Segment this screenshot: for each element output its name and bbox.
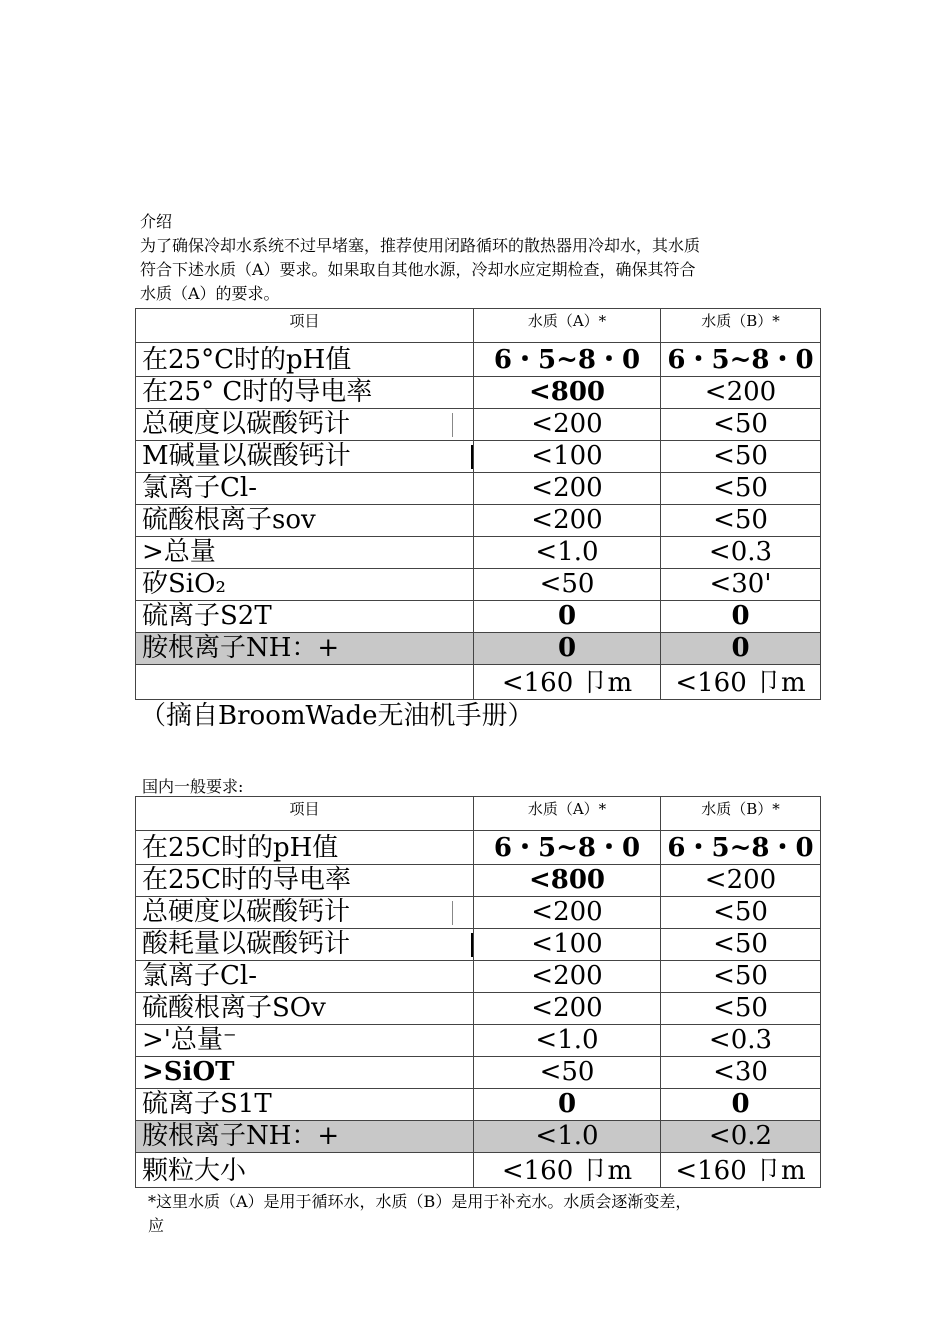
row-label xyxy=(136,409,474,441)
row-label: 硫离子S1T xyxy=(136,1089,474,1121)
header-quality-b: 水质（B）* xyxy=(661,797,821,831)
row-label: 氯离子Cl- xyxy=(136,961,474,993)
value-a: <100 xyxy=(474,441,661,473)
value-b: <160 卩m xyxy=(661,665,821,700)
value-a: <50 xyxy=(474,1057,661,1089)
value-b: <30 xyxy=(661,1057,821,1089)
table-header-row xyxy=(136,797,821,831)
value-a: <160 卩m xyxy=(474,665,661,700)
table-row xyxy=(136,665,821,700)
table-row xyxy=(136,633,821,665)
row-label: 在25° C时的导电率 xyxy=(136,377,474,409)
value-b: <50 xyxy=(661,409,821,441)
intro-section xyxy=(140,210,820,306)
value-a: 6・5~8・0 xyxy=(474,343,661,377)
value-a: <1.0 xyxy=(474,1121,661,1153)
value-a: <160 卩m xyxy=(474,1153,661,1188)
value-b: 0 xyxy=(661,633,821,665)
row-label xyxy=(136,665,474,700)
value-b: <50 xyxy=(661,961,821,993)
value-a: <200 xyxy=(474,505,661,537)
water-quality-table-1 xyxy=(135,308,821,700)
value-a: <200 xyxy=(474,897,661,929)
value-a: 0 xyxy=(474,1089,661,1121)
table-row xyxy=(136,537,821,569)
table-row xyxy=(136,1025,821,1057)
intro-line-1: 为了确保冷却水系统不过早堵塞，推荐使用闭路循环的散热器用冷却水，其水质 xyxy=(140,236,701,255)
source-note: （摘自BroomWade无油机手册） xyxy=(140,701,534,731)
value-b: <200 xyxy=(661,377,821,409)
table-row xyxy=(136,831,821,865)
row-label-text: 酸耗量以碳酸钙计 xyxy=(142,929,351,959)
value-a: 0 xyxy=(474,601,661,633)
intro-line-3: 水质（A）的要求。 xyxy=(140,284,280,303)
table-row xyxy=(136,377,821,409)
cell-divider-mark xyxy=(452,901,453,925)
table-row xyxy=(136,569,821,601)
table-row xyxy=(136,993,821,1025)
row-label-text: 总硬度以碳酸钙计 xyxy=(142,897,351,927)
value-b: <50 xyxy=(661,473,821,505)
table-row xyxy=(136,409,821,441)
row-label: >总量 xyxy=(136,537,474,569)
value-b: <50 xyxy=(661,993,821,1025)
table-row xyxy=(136,961,821,993)
value-b: <0.2 xyxy=(661,1121,821,1153)
row-label: 胺根离子NH：+ xyxy=(136,1121,474,1153)
row-label xyxy=(136,441,474,473)
value-a: <200 xyxy=(474,961,661,993)
row-label: 在25°C时的pH值 xyxy=(136,343,474,377)
row-label-text: M碱量以碳酸钙计 xyxy=(142,441,351,471)
value-a: 6・5~8・0 xyxy=(474,831,661,865)
row-label: 在25C时的pH值 xyxy=(136,831,474,865)
value-b: <50 xyxy=(661,505,821,537)
value-b: <160 卩m xyxy=(661,1153,821,1188)
row-label: 硫离子S2T xyxy=(136,601,474,633)
value-a: <800 xyxy=(474,865,661,897)
table-row xyxy=(136,865,821,897)
row-label-text: 总硬度以碳酸钙计 xyxy=(142,409,351,439)
row-label: 氯离子Cl- xyxy=(136,473,474,505)
table-row xyxy=(136,441,821,473)
footnote-line-2: 应 xyxy=(148,1216,165,1235)
table-row xyxy=(136,473,821,505)
header-item: 项目 xyxy=(136,309,474,343)
row-label: >SiOT xyxy=(136,1057,474,1089)
value-a: <1.0 xyxy=(474,1025,661,1057)
row-label: 硫酸根离子SOv xyxy=(136,993,474,1025)
row-label: 在25C时的导电率 xyxy=(136,865,474,897)
intro-heading: 介绍 xyxy=(140,212,173,231)
row-label: 颗粒大小 xyxy=(136,1153,474,1188)
intro-line-2: 符合下述水质（A）要求。如果取自其他水源，冷却水应定期检查，确保其符合 xyxy=(140,260,696,279)
value-a: <200 xyxy=(474,409,661,441)
value-a: <200 xyxy=(474,473,661,505)
header-quality-a: 水质（A）* xyxy=(474,797,661,831)
sub-heading: 国内一般要求: xyxy=(142,777,244,796)
value-a: <200 xyxy=(474,993,661,1025)
value-a: <800 xyxy=(474,377,661,409)
value-b: <0.3 xyxy=(661,537,821,569)
table-row xyxy=(136,929,821,961)
row-label: 胺根离子NH：+ xyxy=(136,633,474,665)
table-row xyxy=(136,1057,821,1089)
table-row xyxy=(136,343,821,377)
value-a: <50 xyxy=(474,569,661,601)
value-b: <50 xyxy=(661,897,821,929)
value-b: 0 xyxy=(661,601,821,633)
row-label xyxy=(136,929,474,961)
table-row xyxy=(136,505,821,537)
row-label: >'总量⁻ xyxy=(136,1025,474,1057)
value-b: <200 xyxy=(661,865,821,897)
table-row xyxy=(136,1121,821,1153)
value-b: 6・5~8・0 xyxy=(661,831,821,865)
table-row xyxy=(136,1089,821,1121)
value-b: <50 xyxy=(661,929,821,961)
table-header-row xyxy=(136,309,821,343)
value-b: 6・5~8・0 xyxy=(661,343,821,377)
value-a: <100 xyxy=(474,929,661,961)
footnote xyxy=(148,1190,808,1238)
table-row xyxy=(136,601,821,633)
value-b: <30' xyxy=(661,569,821,601)
value-a: <1.0 xyxy=(474,537,661,569)
value-a: 0 xyxy=(474,633,661,665)
footnote-line-1: *这里水质（A）是用于循环水，水质（B）是用于补充水。水质会逐渐变差， xyxy=(148,1192,692,1211)
row-label: 硫酸根离子sov xyxy=(136,505,474,537)
header-item: 项目 xyxy=(136,797,474,831)
header-quality-a: 水质（A）* xyxy=(474,309,661,343)
water-quality-table-2 xyxy=(135,796,821,1188)
cell-divider-mark xyxy=(452,413,453,437)
row-label: 矽SiO₂ xyxy=(136,569,474,601)
header-quality-b: 水质（B）* xyxy=(661,309,821,343)
value-b: <50 xyxy=(661,441,821,473)
value-b: <0.3 xyxy=(661,1025,821,1057)
table-row xyxy=(136,897,821,929)
row-label xyxy=(136,897,474,929)
value-b: 0 xyxy=(661,1089,821,1121)
table-row xyxy=(136,1153,821,1188)
